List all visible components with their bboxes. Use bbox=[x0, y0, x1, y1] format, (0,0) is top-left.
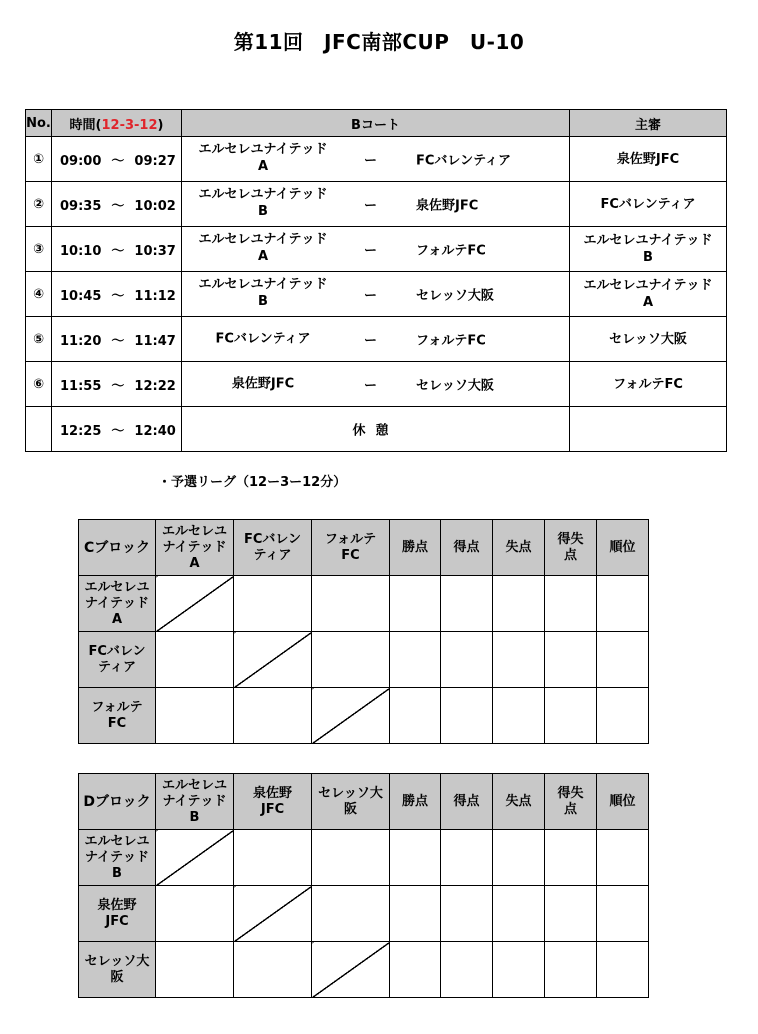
block-team-header bbox=[312, 520, 390, 576]
result-cell bbox=[312, 886, 390, 942]
stat-header bbox=[597, 520, 649, 576]
stat-header bbox=[545, 774, 597, 830]
match-number: ⑤ bbox=[26, 317, 52, 362]
result-cell bbox=[156, 688, 234, 744]
stat-header-text bbox=[545, 532, 596, 564]
result-cell bbox=[390, 830, 441, 886]
versus-dash: ー bbox=[364, 378, 378, 394]
result-cell bbox=[545, 576, 597, 632]
end-time: 10:37 bbox=[134, 243, 176, 259]
block-team-row bbox=[79, 942, 649, 998]
stat-header bbox=[441, 774, 493, 830]
match-teams bbox=[182, 362, 570, 407]
block-row-team bbox=[79, 688, 156, 744]
block-header-row bbox=[79, 520, 649, 576]
referee-name: セレッソ大阪 bbox=[609, 331, 687, 347]
referee-sub: A bbox=[642, 295, 654, 310]
time-tilde: ～ bbox=[111, 333, 125, 349]
team-header-text-line: ティア bbox=[253, 547, 292, 563]
block-team-header bbox=[156, 520, 234, 576]
match-teams bbox=[182, 317, 570, 362]
team-a-sub: A bbox=[257, 159, 269, 174]
stat-header-text-line: 得失 bbox=[557, 785, 584, 801]
start-time: 10:45 bbox=[60, 288, 102, 304]
time-tilde: ～ bbox=[111, 198, 125, 214]
result-cell bbox=[312, 830, 390, 886]
schedule-row bbox=[26, 227, 727, 272]
row-team-text-line: セレッソ大 bbox=[84, 953, 150, 969]
result-cell bbox=[441, 576, 493, 632]
team-a bbox=[188, 141, 338, 175]
result-cell bbox=[441, 830, 493, 886]
row-team-text-line: 泉佐野 bbox=[97, 897, 137, 913]
team-a-name: エルセレユナイテッド bbox=[198, 277, 328, 292]
row-team-text-line: ナイテッド bbox=[84, 595, 150, 611]
referee-name: FCバレンティア bbox=[600, 196, 696, 212]
stat-header bbox=[545, 520, 597, 576]
row-team-text bbox=[79, 580, 155, 628]
stat-header-text-line: 得失 bbox=[557, 531, 584, 547]
match-number: ④ bbox=[26, 272, 52, 317]
self-match-cell bbox=[156, 830, 234, 886]
match-time bbox=[52, 137, 182, 182]
time-tilde: ～ bbox=[111, 423, 125, 439]
self-match-cell bbox=[312, 688, 390, 744]
break-referee bbox=[570, 407, 727, 452]
block-team-row bbox=[79, 830, 649, 886]
versus-dash: ー bbox=[364, 153, 378, 169]
self-match-cell bbox=[156, 576, 234, 632]
end-time: 12:22 bbox=[134, 378, 176, 394]
team-header-text-line: 阪 bbox=[343, 801, 357, 817]
end-time: 11:47 bbox=[134, 333, 176, 349]
referee bbox=[570, 317, 727, 362]
stat-header bbox=[493, 774, 545, 830]
schedule-row bbox=[26, 272, 727, 317]
team-header-text bbox=[234, 532, 311, 564]
team-header-text bbox=[156, 778, 233, 826]
stat-header-text-line: 勝点 bbox=[401, 539, 428, 555]
result-cell bbox=[441, 632, 493, 688]
stat-header-text-line: 順位 bbox=[609, 539, 636, 555]
start-time: 11:55 bbox=[60, 378, 102, 394]
team-header-text-line: ナイテッド bbox=[162, 793, 227, 809]
team-b: フォルテFC bbox=[416, 243, 486, 259]
team-b: フォルテFC bbox=[416, 333, 486, 349]
team-header-text-line: フォルテ bbox=[324, 531, 377, 547]
result-cell bbox=[312, 632, 390, 688]
team-b: セレッソ大阪 bbox=[416, 288, 494, 304]
header-no: No. bbox=[26, 110, 52, 137]
row-team-text bbox=[79, 834, 155, 882]
result-cell bbox=[390, 688, 441, 744]
header-time bbox=[52, 110, 182, 137]
block-c-table bbox=[78, 519, 649, 744]
stat-header-text bbox=[441, 540, 492, 556]
preliminary-note: ・予選リーグ（12ー3ー12分） bbox=[158, 475, 347, 490]
team-a bbox=[188, 276, 338, 310]
row-team-text bbox=[79, 898, 155, 930]
result-cell bbox=[597, 632, 649, 688]
team-header-text bbox=[312, 532, 389, 564]
block-row-team bbox=[79, 576, 156, 632]
block-d-table bbox=[78, 773, 649, 998]
stat-header bbox=[441, 520, 493, 576]
match-time bbox=[52, 362, 182, 407]
referee bbox=[570, 137, 727, 182]
stat-header bbox=[597, 774, 649, 830]
schedule-row bbox=[26, 317, 727, 362]
block-team-header bbox=[312, 774, 390, 830]
team-a bbox=[188, 231, 338, 265]
stat-header-text-line: 点 bbox=[563, 547, 577, 563]
stat-header-text-line: 点 bbox=[563, 801, 577, 817]
block-team-header bbox=[234, 520, 312, 576]
result-cell bbox=[390, 632, 441, 688]
block-row-team bbox=[79, 886, 156, 942]
versus-dash: ー bbox=[364, 333, 378, 349]
stat-header-text bbox=[390, 540, 440, 556]
stat-header bbox=[390, 774, 441, 830]
referee bbox=[570, 272, 727, 317]
end-time: 09:27 bbox=[134, 153, 176, 169]
result-cell bbox=[234, 576, 312, 632]
stat-header-text-line: 勝点 bbox=[401, 793, 428, 809]
match-time bbox=[52, 272, 182, 317]
result-cell bbox=[234, 942, 312, 998]
result-cell bbox=[493, 632, 545, 688]
match-number: ① bbox=[26, 137, 52, 182]
result-cell bbox=[545, 688, 597, 744]
team-header-text-line: JFC bbox=[260, 801, 285, 817]
block-team-row bbox=[79, 886, 649, 942]
result-cell bbox=[234, 688, 312, 744]
team-header-text bbox=[156, 524, 233, 572]
result-cell bbox=[493, 886, 545, 942]
team-b: FCバレンティア bbox=[416, 153, 512, 169]
self-match-cell bbox=[234, 632, 312, 688]
result-cell bbox=[545, 942, 597, 998]
result-cell bbox=[156, 632, 234, 688]
result-cell bbox=[390, 886, 441, 942]
result-cell bbox=[493, 576, 545, 632]
end-time: 11:12 bbox=[134, 288, 176, 304]
row-team-text-line: 阪 bbox=[110, 969, 124, 985]
schedule-row bbox=[26, 182, 727, 227]
result-cell bbox=[390, 576, 441, 632]
result-cell bbox=[312, 576, 390, 632]
referee-name: フォルテFC bbox=[613, 376, 683, 392]
match-number: ③ bbox=[26, 227, 52, 272]
result-cell bbox=[597, 886, 649, 942]
referee bbox=[570, 182, 727, 227]
match-teams bbox=[182, 182, 570, 227]
match-number: ② bbox=[26, 182, 52, 227]
stat-header-text bbox=[597, 794, 648, 810]
schedule-table bbox=[25, 109, 727, 452]
stat-header-text bbox=[390, 794, 440, 810]
row-team-text-line: ナイテッド bbox=[84, 849, 150, 865]
schedule-row bbox=[26, 137, 727, 182]
team-a-name: 泉佐野JFC bbox=[231, 376, 295, 392]
header-time-prefix: 時間( bbox=[69, 117, 102, 133]
result-cell bbox=[493, 688, 545, 744]
team-header-text-line: エルセレユ bbox=[161, 777, 227, 793]
result-cell bbox=[441, 886, 493, 942]
team-b: 泉佐野JFC bbox=[416, 198, 479, 214]
team-a bbox=[188, 376, 338, 393]
team-header-text-line: B bbox=[189, 809, 200, 825]
row-team-text-line: FC bbox=[107, 715, 127, 731]
result-cell bbox=[390, 942, 441, 998]
break-time bbox=[52, 407, 182, 452]
referee-name: 泉佐野JFC bbox=[616, 151, 680, 167]
referee bbox=[570, 362, 727, 407]
team-header-text bbox=[234, 786, 311, 818]
end-time: 10:02 bbox=[134, 198, 176, 214]
match-teams bbox=[182, 137, 570, 182]
team-a-name: FCバレンティア bbox=[215, 331, 311, 347]
block-team-header bbox=[234, 774, 312, 830]
stat-header bbox=[493, 520, 545, 576]
self-match-cell bbox=[312, 942, 390, 998]
team-a bbox=[188, 331, 338, 348]
result-cell bbox=[597, 942, 649, 998]
row-team-text-line: エルセレユ bbox=[84, 833, 150, 849]
team-header-text-line: FCバレン bbox=[243, 531, 302, 547]
stat-header-text-line: 得点 bbox=[453, 793, 480, 809]
header-time-format: 12-3-12 bbox=[101, 117, 158, 133]
break-label: 休憩 bbox=[352, 423, 399, 439]
result-cell bbox=[597, 576, 649, 632]
stat-header-text-line: 順位 bbox=[609, 793, 636, 809]
start-time: 10:10 bbox=[60, 243, 102, 259]
stat-header-text bbox=[493, 540, 544, 556]
row-team-text-line: フォルテ bbox=[91, 699, 143, 715]
match-time bbox=[52, 317, 182, 362]
referee-sub: B bbox=[643, 250, 653, 265]
stat-header-text bbox=[545, 786, 596, 818]
result-cell bbox=[156, 886, 234, 942]
row-team-text-line: FCバレン bbox=[88, 643, 146, 659]
team-a-name: エルセレユナイテッド bbox=[198, 187, 328, 202]
schedule-row bbox=[26, 362, 727, 407]
referee-name: エルセレユナイテッド bbox=[583, 278, 713, 293]
block-team-header bbox=[156, 774, 234, 830]
team-header-text-line: ナイテッド bbox=[162, 539, 227, 555]
block-row-team bbox=[79, 942, 156, 998]
row-team-text-line: B bbox=[112, 865, 122, 881]
result-cell bbox=[597, 830, 649, 886]
team-a-sub: A bbox=[257, 249, 269, 264]
result-cell bbox=[597, 688, 649, 744]
time-tilde: ～ bbox=[111, 153, 125, 169]
team-header-text-line: A bbox=[189, 555, 200, 571]
break-row bbox=[26, 407, 727, 452]
block-team-row bbox=[79, 576, 649, 632]
result-cell bbox=[545, 632, 597, 688]
versus-dash: ー bbox=[364, 288, 378, 304]
team-header-text-line: セレッソ大 bbox=[318, 785, 383, 801]
result-cell bbox=[441, 942, 493, 998]
versus-dash: ー bbox=[364, 243, 378, 259]
stat-header-text-line: 失点 bbox=[505, 793, 532, 809]
header-court: Bコート bbox=[182, 110, 570, 137]
block-row-team bbox=[79, 830, 156, 886]
result-cell bbox=[234, 830, 312, 886]
row-team-text bbox=[79, 954, 155, 986]
block-team-row bbox=[79, 688, 649, 744]
row-team-text-line: エルセレユ bbox=[84, 579, 150, 595]
team-b: セレッソ大阪 bbox=[416, 378, 494, 394]
row-team-text bbox=[79, 644, 155, 676]
page-title: 第11回 JFC南部CUP U-10 bbox=[233, 30, 525, 54]
referee bbox=[570, 227, 727, 272]
start-time: 11:20 bbox=[60, 333, 102, 349]
block-header-row bbox=[79, 774, 649, 830]
self-match-cell bbox=[234, 886, 312, 942]
match-teams bbox=[182, 227, 570, 272]
match-time bbox=[52, 227, 182, 272]
block-row-team bbox=[79, 632, 156, 688]
block-team-row bbox=[79, 632, 649, 688]
team-a bbox=[188, 186, 338, 220]
result-cell bbox=[493, 942, 545, 998]
result-cell bbox=[493, 830, 545, 886]
team-header-text-line: 泉佐野 bbox=[252, 785, 292, 801]
break-number bbox=[26, 407, 52, 452]
schedule-header-row bbox=[26, 110, 727, 137]
team-header-text-line: エルセレユ bbox=[161, 523, 227, 539]
start-time: 09:35 bbox=[60, 198, 102, 214]
stat-header-text bbox=[493, 794, 544, 810]
result-cell bbox=[441, 688, 493, 744]
row-team-text-line: ティア bbox=[98, 659, 136, 675]
stat-header-text-line: 失点 bbox=[505, 539, 532, 555]
stat-header bbox=[390, 520, 441, 576]
time-tilde: ～ bbox=[111, 243, 125, 259]
break-start: 12:25 bbox=[60, 423, 102, 439]
header-referee: 主審 bbox=[570, 110, 727, 137]
match-time bbox=[52, 182, 182, 227]
versus-dash: ー bbox=[364, 198, 378, 214]
team-a-sub: B bbox=[258, 294, 268, 309]
start-time: 09:00 bbox=[60, 153, 102, 169]
match-number: ⑥ bbox=[26, 362, 52, 407]
row-team-text-line: JFC bbox=[105, 913, 129, 929]
team-a-name: エルセレユナイテッド bbox=[198, 142, 328, 157]
result-cell bbox=[545, 830, 597, 886]
time-tilde: ～ bbox=[111, 378, 125, 394]
match-teams bbox=[182, 272, 570, 317]
team-header-text bbox=[312, 786, 389, 818]
block-name: Cブロック bbox=[79, 520, 156, 576]
row-team-text-line: A bbox=[111, 611, 123, 627]
referee-name: エルセレユナイテッド bbox=[583, 233, 713, 248]
team-a-sub: B bbox=[258, 204, 268, 219]
break-label-cell bbox=[182, 407, 570, 452]
team-header-text-line: FC bbox=[341, 547, 360, 563]
block-name: Dブロック bbox=[79, 774, 156, 830]
stat-header-text bbox=[441, 794, 492, 810]
team-a-name: エルセレユナイテッド bbox=[198, 232, 328, 247]
break-end: 12:40 bbox=[134, 423, 176, 439]
result-cell bbox=[545, 886, 597, 942]
stat-header-text bbox=[597, 540, 648, 556]
stat-header-text-line: 得点 bbox=[453, 539, 480, 555]
row-team-text bbox=[79, 700, 155, 732]
time-tilde: ～ bbox=[111, 288, 125, 304]
result-cell bbox=[156, 942, 234, 998]
header-time-suffix: ) bbox=[157, 117, 164, 133]
